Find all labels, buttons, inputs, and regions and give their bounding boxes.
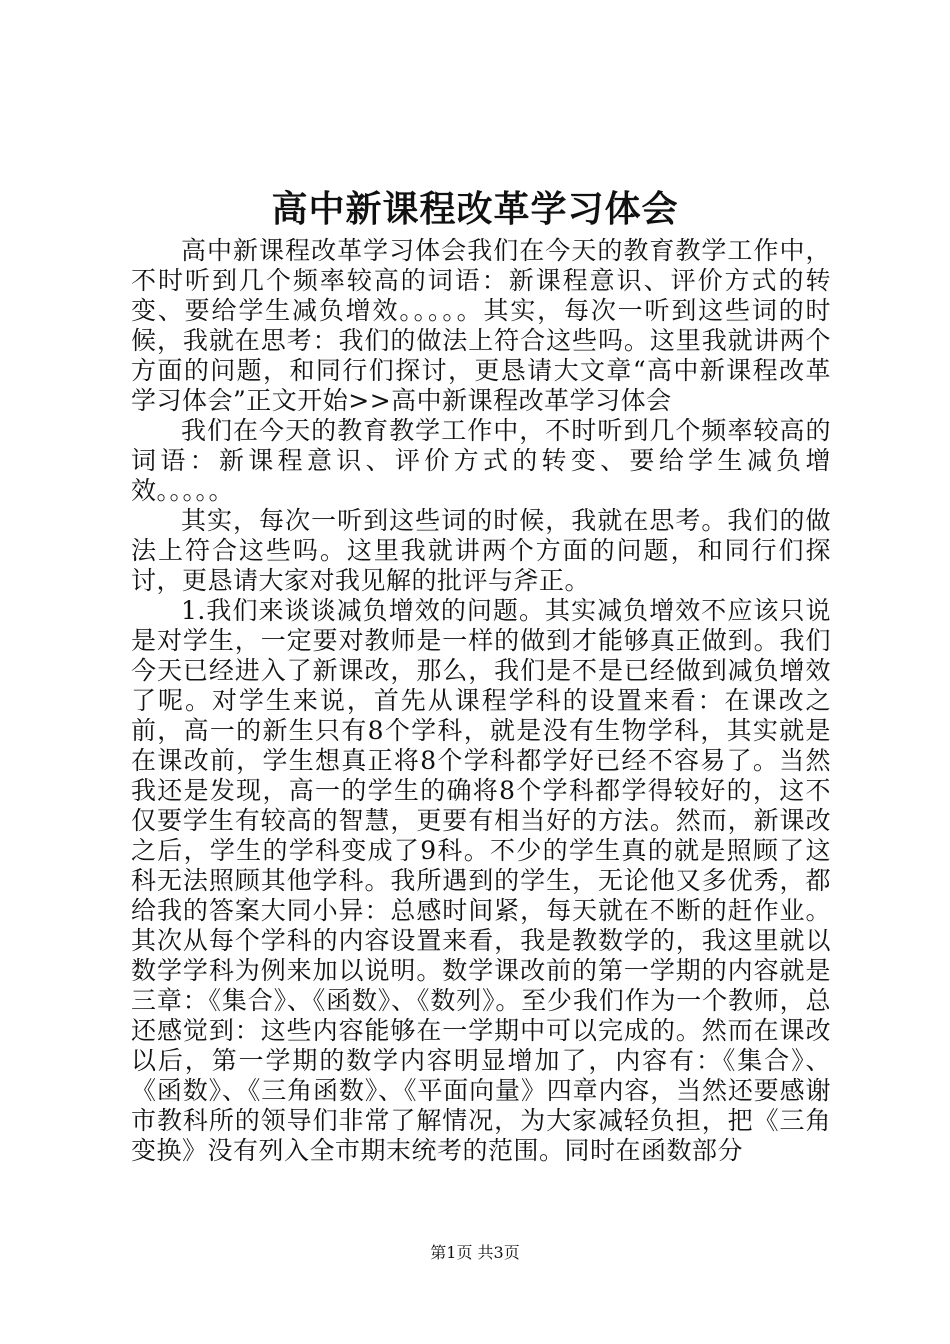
paragraph-intro: 高中新课程改革学习体会我们在今天的教育教学工作中，不时听到几个频率较高的词语：新课程意识、评价方式的转变、要给学生减负增效。。。。。其实，每次一听到这些词的时候，我就在思考：我们的做法上符合这些吗。这里我就讲两个方面的问题，和同行们探讨，更恳请大文章“高中新课程改革学习体会”正文开始>>高中新课程改革学习体会 [131, 236, 831, 415]
page-number-footer: 第1页 共3页 [430, 1243, 520, 1262]
paragraph-keywords: 我们在今天的教育教学工作中，不时听到几个频率较高的词语：新课程意识、评价方式的转变、要给学生减负增效。。。。。 [131, 416, 831, 505]
document-body [131, 236, 831, 1166]
paragraph-point-1: 1.我们来谈谈减负增效的问题。其实减负增效不应该只说是对学生，一定要对教师是一样的做到才能够真正做到。我们今天已经进入了新课改，那么，我们是不是已经做到减负增效了呢。对学生来说，首先从课程学科的设置来看：在课改之前，高一的新生只有8个学科，就是没有生物学科，其实就是在课改前，学生想真正将8个学科都学好已经不容易了。当然我还是发现，高一的学生的确将8个学科都学得较好的，这不仅要学生有较高的智慧，更要有相当好的方法。然而，新课改之后，学生的学科变成了9科。不少的学生真的就是照顾了这科无法照顾其他学科。我所遇到的学生，无论他又多优秀，都给我的答案大同小异：总感时间紧，每天就在不断的赶作业。其次从每个学科的内容设置来看，我是教数学的，我这里就以数学学科为例来加以说明。数学课改前的第一学期的内容就是三章：《集合》、《函数》、《数列》。至少我们作为一个教师，总还感觉到：这些内容能够在一学期中可以完成的。然而在课改以后，第一学期的数学内容明显增加了，内容有：《集合》、《函数》、《三角函数》、《平面向量》四章内容，当然还要感谢市教科所的领导们非常了解情况，为大家减轻负担，把《三角变换》没有列入全市期末统考的范围。同时在函数部分 [131, 596, 831, 1165]
document-title: 高中新课程改革学习体会 [271, 188, 679, 230]
paragraph-reflection: 其实，每次一听到这些词的时候，我就在思考。我们的做法上符合这些吗。这里我就讲两个方面的问题，和同行们探讨，更恳请大家对我见解的批评与斧正。 [131, 506, 831, 595]
